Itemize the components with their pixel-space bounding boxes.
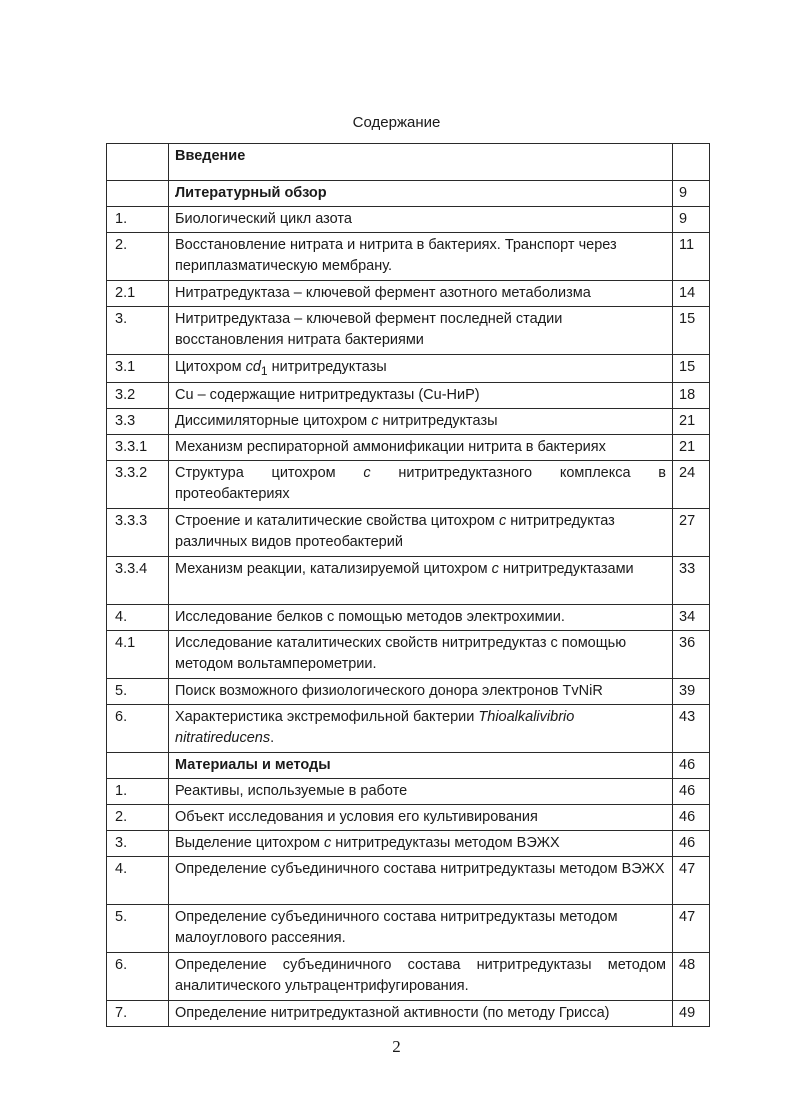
toc-page-number: 46 [673,830,710,856]
toc-section-title [169,830,673,856]
toc-row [107,1000,710,1026]
toc-title-fragment: Нитритредуктаза – ключевой фермент последней стадии восстановления нитрата бактериями [175,311,563,348]
toc-title-fragment: Литературный обзор [175,185,327,201]
toc-section-number: 2.1 [107,281,169,307]
toc-title-fragment: Биологический цикл азота [175,211,352,227]
toc-section-title [169,434,673,460]
toc-row [107,856,710,904]
toc-section-number: 2. [107,804,169,830]
toc-section-title [169,556,673,604]
toc-page-number: 27 [673,508,710,556]
toc-row [107,678,710,704]
toc-section-number: 5. [107,678,169,704]
toc-section-number [107,181,169,207]
toc-title-fragment: Восстановление нитрата и нитрита в бактериях. Транспорт через периплазматическую мембрану. [175,237,617,274]
toc-section-number: 4.1 [107,630,169,678]
toc-title-fragment: c [491,560,499,577]
toc-title-fragment: Реактивы, используемые в работе [175,782,408,799]
toc-section-number: 3.2 [107,382,169,408]
toc-page-number: 15 [673,355,710,383]
toc-section-number: 3.3.1 [107,434,169,460]
toc-page-number: 18 [673,382,710,408]
toc-section-number: 6. [107,952,169,1000]
toc-title-fragment: c [324,834,332,851]
toc-section-number: 3. [107,307,169,355]
toc-section-title [169,1000,673,1026]
toc-section-title [169,804,673,830]
toc-section-title [169,307,673,355]
toc-title-fragment: c [498,512,507,529]
toc-title-fragment: Механизм респираторной аммонификации нитрита в бактериях [175,438,606,455]
toc-title-fragment: нитритредуктазы [267,359,387,375]
toc-row [107,408,710,434]
toc-section-number: 4. [107,604,169,630]
toc-section-number: 6. [107,704,169,752]
toc-row [107,508,710,556]
toc-section-number: 1. [107,207,169,233]
toc-section-title [169,508,673,556]
toc-section-title [169,704,673,752]
toc-row [107,144,710,181]
toc-page-number: 14 [673,281,710,307]
toc-row [107,630,710,678]
toc-section-number [107,752,169,778]
toc-page-number: 21 [673,408,710,434]
toc-page-number: 33 [673,556,710,604]
toc-row [107,233,710,281]
toc-row [107,281,710,307]
toc-section-title [169,904,673,952]
toc-title-fragment: Определение субъединичного состава нитритредуктазы методом аналитического ультрацентрифугирования. [175,956,666,994]
toc-page-number: 21 [673,434,710,460]
toc-row [107,604,710,630]
toc-section-number: 2. [107,233,169,281]
toc-title-fragment: Thioalkalivibrio nitratireducens [175,708,575,746]
toc-title-fragment: Cu – содержащие нитритредуктазы (Cu-НиР) [175,386,480,403]
page-number: 2 [392,1037,401,1056]
toc-row [107,752,710,778]
toc-title-fragment: cd [245,359,261,375]
toc-title-fragment: Строение и каталитические свойства цитохром [175,512,499,529]
toc-page-number: 46 [673,804,710,830]
toc-page-number [673,144,710,181]
toc-title-fragment: Определение субъединичного состава нитритредуктазы методом ВЭЖХ [175,860,665,877]
toc-section-title [169,382,673,408]
toc-row [107,556,710,604]
toc-title-fragment: Механизм реакции, катализируемой цитохром [175,560,492,577]
toc-section-title [169,281,673,307]
toc-page-number: 34 [673,604,710,630]
toc-section-number: 3.3 [107,408,169,434]
toc-section-title [169,778,673,804]
toc-section-title [169,207,673,233]
toc-title-fragment: 1 [260,363,268,378]
toc-title-fragment: Поиск возможного физиологического донора электронов TvNiR [175,682,603,699]
toc-section-number: 1. [107,778,169,804]
toc-section-title [169,460,673,508]
toc-page-number: 43 [673,704,710,752]
toc-section-title [169,144,673,181]
toc-page-number: 49 [673,1000,710,1026]
toc-row [107,778,710,804]
toc-title-fragment: Характеристика экстремофильной бактерии [175,708,479,725]
toc-title-fragment: нитритредуктазы методом ВЭЖХ [331,834,560,851]
toc-page-number: 36 [673,630,710,678]
toc-page-number: 11 [673,233,710,281]
toc-row [107,952,710,1000]
toc-title-fragment: Выделение цитохром [175,834,325,851]
toc-title-fragment: Цитохром [175,359,246,375]
toc-page-number: 9 [673,207,710,233]
toc-title-fragment: Нитратредуктаза – ключевой фермент азотного метаболизма [175,285,591,301]
toc-page-number: 47 [673,856,710,904]
toc-row [107,355,710,383]
toc-section-number [107,144,169,181]
toc-title-fragment: Материалы и методы [175,756,331,773]
toc-page-number: 24 [673,460,710,508]
toc-section-title [169,678,673,704]
toc-page-number: 47 [673,904,710,952]
toc-section-number: 3.3.2 [107,460,169,508]
toc-title-fragment: c [371,412,379,429]
toc-title-fragment: нитритредуктазы [378,412,498,429]
toc-row [107,307,710,355]
toc-title-fragment: Определение нитритредуктазной активности (по методу Грисса) [175,1004,610,1021]
toc-row [107,830,710,856]
toc-page-number: 39 [673,678,710,704]
toc-page-number: 46 [673,752,710,778]
toc-row [107,382,710,408]
toc-section-number: 3.1 [107,355,169,383]
toc-page-number: 46 [673,778,710,804]
toc-title-fragment: нитритредуктазного комплекса в протеобактериях [175,464,666,502]
toc-section-number: 3.3.4 [107,556,169,604]
toc-section-number: 3. [107,830,169,856]
toc-section-title [169,752,673,778]
toc-section-title [169,604,673,630]
toc-section-title [169,355,673,383]
toc-section-number: 3.3.3 [107,508,169,556]
toc-row [107,704,710,752]
toc-section-title [169,233,673,281]
toc-section-title [169,952,673,1000]
toc-row [107,181,710,207]
toc-title-fragment: нитритредуктазами [498,560,634,577]
toc-section-title [169,181,673,207]
toc-row [107,904,710,952]
toc-title-fragment: Объект исследования и условия его культивирования [175,808,538,825]
toc-title-fragment: Исследование каталитических свойств нитритредуктаз с помощью методом вольтамперометрии. [175,634,627,672]
toc-section-number: 7. [107,1000,169,1026]
toc-title-fragment: Введение [175,148,246,164]
toc-row [107,434,710,460]
toc-section-number: 4. [107,856,169,904]
toc-section-title [169,630,673,678]
toc-title-fragment: Диссимиляторные цитохром [175,412,372,429]
toc-page-number: 9 [673,181,710,207]
toc-title-fragment: Исследование белков с помощью методов электрохимии. [175,608,565,625]
toc-title-fragment: Определение субъединичного состава нитритредуктазы методом малоуглового рассеяния. [175,908,618,946]
toc-title-fragment: нитритредуктаз различных видов протеобактерий [175,512,615,550]
toc-row [107,804,710,830]
page-title: Содержание [352,114,441,131]
toc-page-number: 15 [673,307,710,355]
table-of-contents [106,143,710,1027]
toc-row [107,460,710,508]
toc-section-title [169,856,673,904]
toc-section-title [169,408,673,434]
toc-section-number: 5. [107,904,169,952]
toc-title-fragment: . [270,729,275,746]
toc-title-fragment: c [363,464,371,481]
toc-title-fragment: Структура цитохром [175,464,364,481]
toc-page-number: 48 [673,952,710,1000]
toc-row [107,207,710,233]
